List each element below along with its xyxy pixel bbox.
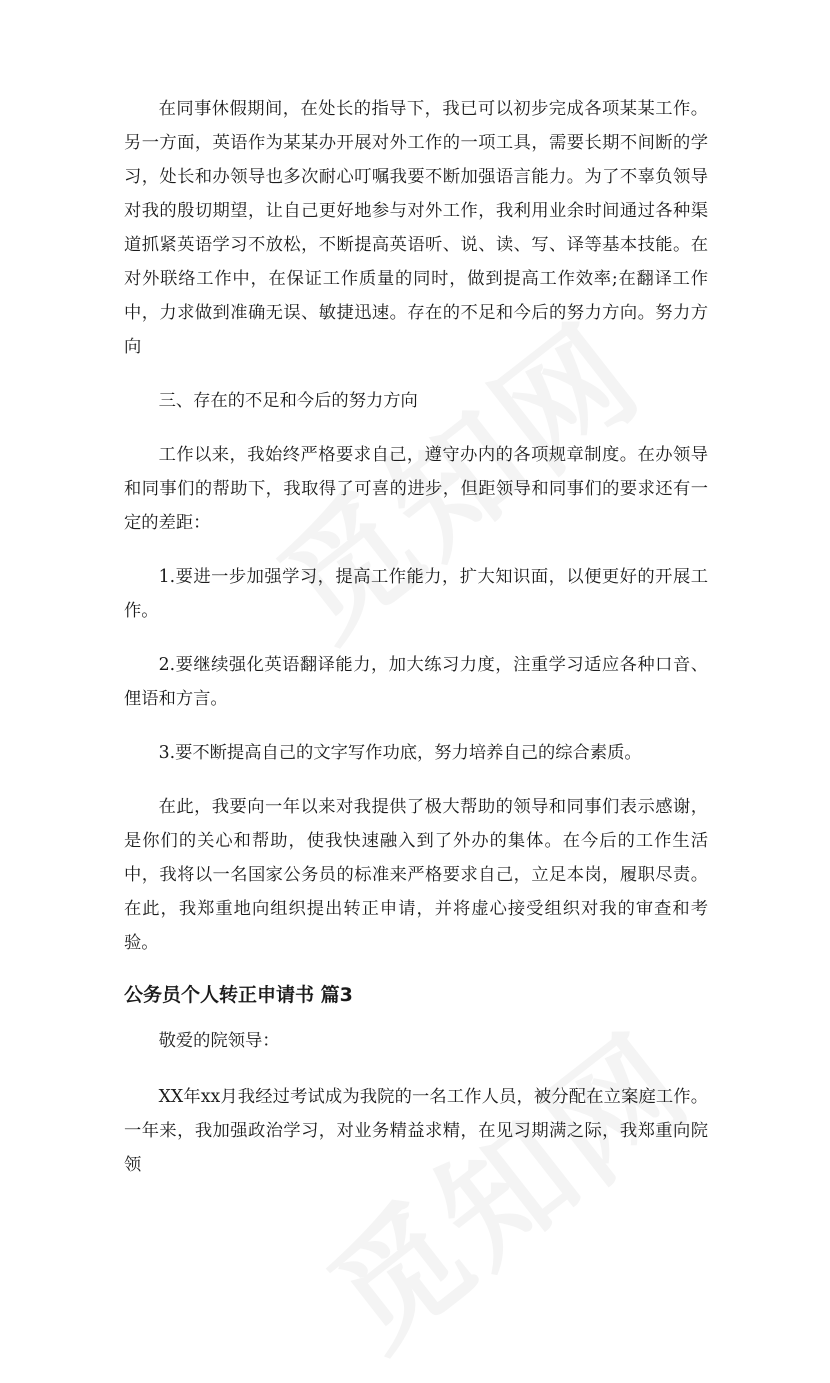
paragraph: 在同事休假期间，在处长的指导下，我已可以初步完成各项某某工作。另一方面，英语作为某某办开展对外工作的一项工具，需要长期不间断的学习，处长和办领导也多次耐心叮嘱我要不断加强语言能力。为了不辜负领导对我的殷切期望，让自己更好地参与对外工作，我利用业余时间通过各种渠道抓紧英语学习不放松，不断提高英语听、说、读、写、译等基本技能。在对外联络工作中，在保证工作质量的同时，做到提高工作效率;在翻译工作中，力求做到准确无误、敏捷迅速。存在的不足和今后的努力方向。努力方向 [124,99,708,357]
salutation: 敬爱的院领导： [158,1031,280,1051]
paragraph: XX年xx月我经过考试成为我院的一名工作人员，被分配在立案庭工作。一年来，我加强政治学习，对业务精益求精，在见习期满之际，我郑重向院领 [124,1087,708,1175]
document-body [124,92,708,1202]
list-item: 3.要不断提高自己的文字写作功底，努力培养自己的综合素质。 [158,743,642,763]
list-item: 1.要进一步加强学习，提高工作能力，扩大知识面，以便更好的开展工作。 [124,567,708,621]
paragraph: 在此，我要向一年以来对我提供了极大帮助的领导和同事们表示感谢，是你们的关心和帮助，使我快速融入到了外办的集体。在今后的工作生活中，我将以一名国家公务员的标准来严格要求自己，立足本岗，履职尽责。在此，我郑重地向组织提出转正申请，并将虚心接受组织对我的审查和考验。 [124,797,708,953]
paragraph: 工作以来，我始终严格要求自己，遵守办内的各项规章制度。在办领导和同事们的帮助下，我取得了可喜的进步，但距领导和同事们的要求还有一定的差距： [124,445,708,533]
section-subheading: 三、存在的不足和今后的努力方向 [158,391,418,411]
list-item: 2.要继续强化英语翻译能力，加大练习力度，注重学习适应各种口音、俚语和方言。 [124,655,708,709]
section-heading: 公务员个人转正申请书 篇3 [124,984,353,1006]
